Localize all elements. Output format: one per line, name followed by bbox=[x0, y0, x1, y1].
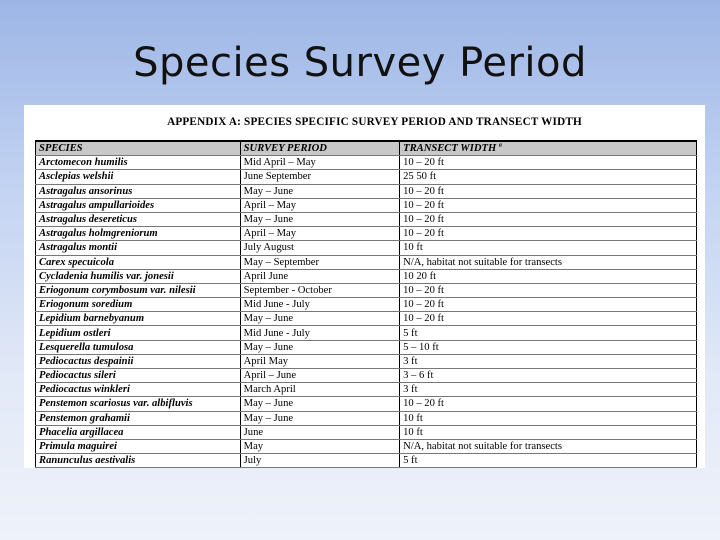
species-cell: Astragalus desereticus bbox=[36, 212, 241, 226]
header-transect-width-label: TRANSECT WIDTH bbox=[403, 143, 497, 155]
species-cell: Penstemon scariosus var. albifluvis bbox=[36, 397, 241, 411]
table-row bbox=[36, 184, 697, 198]
survey-period-cell: June bbox=[240, 425, 399, 439]
species-cell: Ranunculus aestivalis bbox=[36, 454, 241, 468]
table-row bbox=[36, 227, 697, 241]
table-row bbox=[36, 156, 697, 170]
survey-period-cell: March April bbox=[240, 383, 399, 397]
transect-width-cell: 10 – 20 ft bbox=[400, 212, 697, 226]
transect-width-cell: 10 – 20 ft bbox=[400, 227, 697, 241]
species-cell: Pediocactus sileri bbox=[36, 369, 241, 383]
survey-period-cell: July August bbox=[240, 241, 399, 255]
survey-period-cell: May – June bbox=[240, 397, 399, 411]
transect-width-cell: 10 ft bbox=[400, 411, 697, 425]
transect-width-cell: 3 – 6 ft bbox=[400, 369, 697, 383]
header-species: SPECIES bbox=[36, 141, 241, 156]
table-row bbox=[36, 212, 697, 226]
transect-width-cell: 10 – 20 ft bbox=[400, 198, 697, 212]
appendix-heading: APPENDIX A: SPECIES SPECIFIC SURVEY PERIOD AND TRANSECT WIDTH bbox=[167, 116, 582, 128]
transect-width-cell: 5 ft bbox=[400, 454, 697, 468]
survey-period-cell: April – May bbox=[240, 227, 399, 241]
transect-width-cell: 10 ft bbox=[400, 425, 697, 439]
table-row bbox=[36, 425, 697, 439]
table-row bbox=[36, 170, 697, 184]
transect-width-cell: 10 – 20 ft bbox=[400, 184, 697, 198]
table-row bbox=[36, 298, 697, 312]
table-row bbox=[36, 241, 697, 255]
survey-period-cell: Mid June - July bbox=[240, 326, 399, 340]
transect-width-cell: 10 – 20 ft bbox=[400, 283, 697, 297]
table-row bbox=[36, 369, 697, 383]
survey-period-cell: Mid June - July bbox=[240, 298, 399, 312]
transect-width-cell: 10 ft bbox=[400, 241, 697, 255]
table-row bbox=[36, 198, 697, 212]
species-cell: Phacelia argillacea bbox=[36, 425, 241, 439]
transect-width-cell: 10 – 20 ft bbox=[400, 156, 697, 170]
species-cell: Pediocactus despainii bbox=[36, 354, 241, 368]
survey-period-cell: May bbox=[240, 439, 399, 453]
survey-period-cell: June September bbox=[240, 170, 399, 184]
transect-width-cell: 10 – 20 ft bbox=[400, 312, 697, 326]
species-table bbox=[35, 140, 697, 468]
species-cell: Astragalus holmgreniorum bbox=[36, 227, 241, 241]
survey-period-cell: May – June bbox=[240, 312, 399, 326]
survey-period-cell: May – June bbox=[240, 340, 399, 354]
table-row bbox=[36, 411, 697, 425]
table-header-row bbox=[36, 141, 697, 156]
table-row bbox=[36, 283, 697, 297]
survey-period-cell: May – June bbox=[240, 212, 399, 226]
table-row bbox=[36, 255, 697, 269]
species-cell: Lesquerella tumulosa bbox=[36, 340, 241, 354]
species-cell: Carex specuicola bbox=[36, 255, 241, 269]
survey-period-cell: May – June bbox=[240, 184, 399, 198]
table-row bbox=[36, 326, 697, 340]
appendix-document bbox=[24, 105, 705, 468]
transect-width-cell: 10 – 20 ft bbox=[400, 298, 697, 312]
survey-period-cell: July bbox=[240, 454, 399, 468]
species-cell: Asclepias welshii bbox=[36, 170, 241, 184]
species-cell: Astragalus montii bbox=[36, 241, 241, 255]
species-cell: Penstemon grahamii bbox=[36, 411, 241, 425]
table-row bbox=[36, 312, 697, 326]
survey-period-cell: May – June bbox=[240, 411, 399, 425]
species-cell: Pediocactus winkleri bbox=[36, 383, 241, 397]
survey-period-cell: April – May bbox=[240, 198, 399, 212]
table-row bbox=[36, 454, 697, 468]
survey-period-cell: April May bbox=[240, 354, 399, 368]
survey-period-cell: April June bbox=[240, 269, 399, 283]
table-row bbox=[36, 269, 697, 283]
transect-width-cell: 10 20 ft bbox=[400, 269, 697, 283]
species-cell: Astragalus ansorinus bbox=[36, 184, 241, 198]
species-cell: Eriogonum soredium bbox=[36, 298, 241, 312]
table-row bbox=[36, 439, 697, 453]
survey-period-cell: April – June bbox=[240, 369, 399, 383]
survey-period-cell: September - October bbox=[240, 283, 399, 297]
species-cell: Eriogonum corymbosum var. nilesii bbox=[36, 283, 241, 297]
table-row bbox=[36, 340, 697, 354]
footnote-marker: a bbox=[498, 142, 502, 149]
header-transect-width bbox=[400, 141, 697, 156]
table-row bbox=[36, 397, 697, 411]
transect-width-cell: N/A, habitat not suitable for transects bbox=[400, 439, 697, 453]
transect-width-cell: 5 – 10 ft bbox=[400, 340, 697, 354]
transect-width-cell: N/A, habitat not suitable for transects bbox=[400, 255, 697, 269]
header-survey-period: SURVEY PERIOD bbox=[240, 141, 399, 156]
transect-width-cell: 3 ft bbox=[400, 354, 697, 368]
survey-period-cell: May – September bbox=[240, 255, 399, 269]
table-row bbox=[36, 354, 697, 368]
species-table-body bbox=[36, 156, 697, 468]
species-cell: Arctomecon humilis bbox=[36, 156, 241, 170]
transect-width-cell: 25 50 ft bbox=[400, 170, 697, 184]
transect-width-cell: 10 – 20 ft bbox=[400, 397, 697, 411]
transect-width-cell: 5 ft bbox=[400, 326, 697, 340]
species-cell: Primula maguirei bbox=[36, 439, 241, 453]
species-cell: Astragalus ampullarioides bbox=[36, 198, 241, 212]
table-row bbox=[36, 383, 697, 397]
species-cell: Cycladenia humilis var. jonesii bbox=[36, 269, 241, 283]
slide-title: Species Survey Period bbox=[133, 40, 587, 86]
species-cell: Lepidium barnebyanum bbox=[36, 312, 241, 326]
transect-width-cell: 3 ft bbox=[400, 383, 697, 397]
species-cell: Lepidium ostleri bbox=[36, 326, 241, 340]
survey-period-cell: Mid April – May bbox=[240, 156, 399, 170]
